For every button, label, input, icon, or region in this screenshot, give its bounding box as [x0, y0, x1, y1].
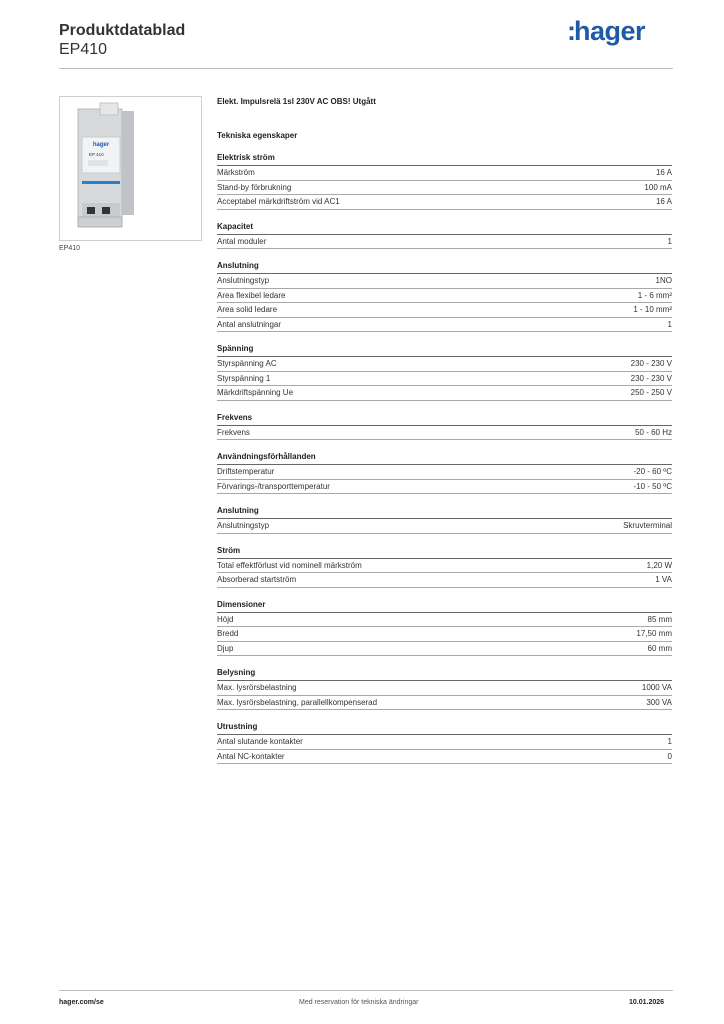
spec-row — [217, 386, 672, 401]
section-title: Kapacitet — [217, 222, 672, 235]
spec-row — [217, 735, 672, 750]
spec-row — [217, 613, 672, 628]
spec-label: Antal NC-kontakter — [217, 751, 285, 761]
spec-label: Acceptabel märkdriftström vid AC1 — [217, 197, 340, 206]
section-title: Frekvens — [217, 413, 672, 426]
spec-row — [217, 465, 672, 480]
spec-label: Förvarings-/transporttemperatur — [217, 481, 330, 491]
product-description: Elekt. Impulsrelä 1sl 230V AC OBS! Utgått — [217, 97, 376, 106]
spec-label: Styrspänning 1 — [217, 373, 271, 383]
spec-label: Max. lysrörsbelastning — [217, 683, 297, 692]
spec-row — [217, 303, 672, 318]
footer-divider — [59, 990, 673, 991]
section-title: Anslutning — [217, 261, 672, 274]
spec-content — [217, 97, 672, 764]
spec-row — [217, 235, 672, 250]
spec-value: 16 A — [655, 197, 672, 206]
spec-value: 1 — [667, 319, 672, 329]
spec-row — [217, 426, 672, 441]
spec-label: Höjd — [217, 614, 234, 624]
spec-label: Total effektförlust vid nominell märkström — [217, 560, 362, 570]
spec-value: 60 mm — [647, 643, 672, 653]
spec-row — [217, 274, 672, 289]
section-title: Utrustning — [217, 722, 672, 735]
spec-label: Area flexibel ledare — [217, 290, 286, 300]
spec-value: 1 — [667, 236, 672, 246]
document-title: Produktdatablad — [59, 22, 186, 39]
spec-label: Absorberad startström — [217, 575, 297, 584]
footer-website: hager.com/se — [59, 999, 104, 1006]
spec-label: Anslutningstyp — [217, 521, 270, 530]
spec-section — [217, 452, 672, 494]
spec-section — [217, 344, 672, 401]
spec-row — [217, 372, 672, 387]
spec-value: 230 - 230 V — [630, 373, 672, 383]
spec-row — [217, 642, 672, 657]
spec-value: -10 - 50 ºC — [633, 481, 672, 491]
spec-label: Area solid ledare — [217, 305, 278, 314]
spec-row — [217, 627, 672, 642]
spec-value: 1NO — [655, 276, 672, 285]
spec-value: 1 VA — [655, 575, 672, 584]
spec-label: Frekvens — [217, 427, 250, 437]
spec-section — [217, 546, 672, 588]
spec-row — [217, 519, 672, 534]
section-title: Elektrisk ström — [217, 153, 672, 166]
spec-label: Styrspänning AC — [217, 359, 277, 368]
product-code: EP410 — [59, 41, 108, 58]
spec-row — [217, 480, 672, 495]
footer-date: 10.01.2026 — [629, 999, 665, 1006]
spec-section — [217, 722, 672, 764]
product-image — [59, 96, 202, 241]
spec-value: 1000 VA — [641, 683, 672, 692]
device-brand: hager — [92, 142, 110, 148]
section-title: Anslutning — [217, 506, 672, 519]
spec-row — [217, 681, 672, 696]
spec-value: 1 - 10 mm² — [633, 305, 672, 314]
spec-value: 230 - 230 V — [630, 359, 672, 368]
impulse-relay-illustration — [60, 97, 201, 240]
spec-section — [217, 413, 672, 441]
section-title: Ström — [217, 546, 672, 559]
spec-row — [217, 166, 672, 181]
spec-sections — [217, 153, 672, 764]
section-title: Spänning — [217, 344, 672, 357]
section-title: Belysning — [217, 668, 672, 681]
spec-value: -20 - 60 ºC — [633, 467, 672, 476]
logo-text: hager — [574, 16, 646, 46]
section-title: Användningsförhållanden — [217, 452, 672, 465]
footer-note: Med reservation för tekniska ändringar — [299, 999, 419, 1006]
spec-row — [217, 573, 672, 588]
tech-heading: Tekniska egenskaper — [217, 131, 298, 140]
hager-logo: :hager — [567, 16, 646, 46]
spec-value: 1,20 W — [646, 560, 672, 570]
spec-section — [217, 261, 672, 332]
spec-section — [217, 668, 672, 710]
spec-row — [217, 696, 672, 711]
spec-row — [217, 289, 672, 304]
spec-row — [217, 318, 672, 333]
spec-section — [217, 153, 672, 210]
spec-value: 1 - 6 mm² — [637, 290, 672, 300]
spec-value: 250 - 250 V — [630, 388, 672, 397]
spec-label: Antal anslutningar — [217, 319, 282, 329]
spec-value: 17,50 mm — [636, 629, 672, 638]
spec-value: 1 — [667, 737, 672, 746]
spec-section — [217, 222, 672, 250]
device-model: EP 410 — [89, 152, 104, 157]
spec-row — [217, 195, 672, 210]
spec-label: Djup — [217, 643, 234, 653]
spec-value: 0 — [667, 751, 672, 761]
spec-section — [217, 506, 672, 534]
spec-value: 50 - 60 Hz — [635, 427, 672, 437]
spec-value: 85 mm — [647, 614, 672, 624]
spec-label: Märkdriftspänning Ue — [217, 388, 294, 397]
spec-section — [217, 600, 672, 657]
spec-value: 100 mA — [644, 182, 672, 192]
spec-label: Driftstemperatur — [217, 467, 275, 476]
spec-row — [217, 559, 672, 574]
spec-row — [217, 750, 672, 765]
spec-label: Antal slutande kontakter — [217, 737, 303, 746]
spec-row — [217, 357, 672, 372]
spec-row — [217, 181, 672, 196]
spec-label: Max. lysrörsbelastning, parallellkompenserad — [217, 697, 378, 707]
section-title: Dimensioner — [217, 600, 672, 613]
spec-value: 300 VA — [646, 697, 672, 707]
spec-value: 16 A — [655, 168, 672, 177]
spec-label: Anslutningstyp — [217, 276, 270, 285]
spec-value: Skruvterminal — [623, 521, 672, 530]
image-caption: EP410 — [59, 245, 81, 252]
spec-label: Märkström — [217, 168, 255, 177]
document-header — [59, 22, 185, 59]
spec-label: Stand-by förbrukning — [217, 182, 292, 192]
header-divider — [59, 68, 673, 69]
spec-label: Bredd — [217, 629, 239, 638]
spec-label: Antal moduler — [217, 236, 267, 246]
